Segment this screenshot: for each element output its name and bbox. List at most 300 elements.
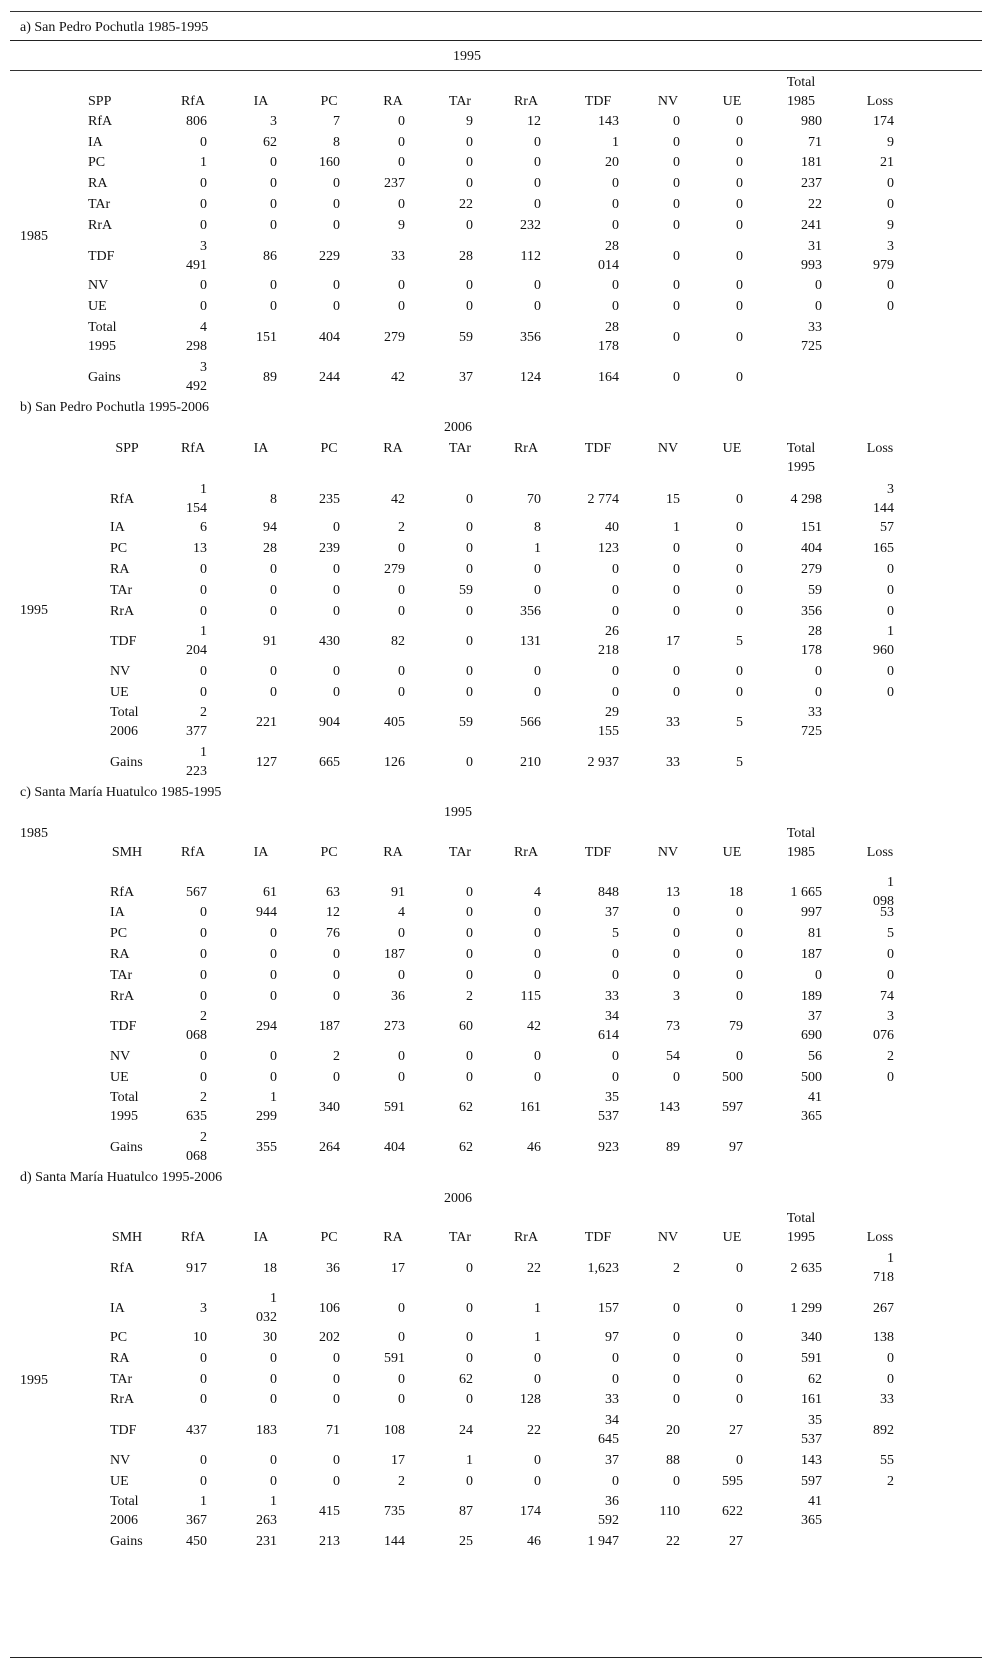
row-total-cell: 161	[801, 1392, 822, 1407]
row-loss-cell: 144	[873, 501, 894, 516]
table-cell: 0	[612, 1070, 619, 1085]
table-cell: 0	[270, 1070, 277, 1085]
table-cell: 0	[270, 583, 277, 598]
table-cell: 0	[673, 155, 680, 170]
row-total-cell: 81	[808, 926, 822, 941]
table-cell: 0	[466, 176, 473, 191]
loss-column-header: Loss	[866, 94, 894, 109]
row-total-cell: 4 298	[790, 491, 822, 507]
row-loss-cell: 74	[880, 989, 894, 1004]
table-cell: 1	[270, 1291, 277, 1306]
table-cell: 735	[384, 1503, 405, 1519]
table-cell: 0	[398, 135, 405, 150]
table-cell: 0	[466, 520, 473, 535]
row-loss-cell: 0	[887, 947, 894, 962]
table-cell: 1	[534, 1300, 541, 1316]
table-cell: 0	[333, 1351, 340, 1366]
table-cell: 356	[520, 604, 541, 619]
row-loss-cell: 1	[887, 875, 894, 890]
column-header: UE	[722, 845, 742, 860]
row-total-cell: 237	[801, 176, 822, 191]
row-label: TDF	[110, 1422, 137, 1438]
column-header: TDF	[584, 1230, 612, 1245]
table-cell: 0	[466, 135, 473, 150]
table-cell: 15	[666, 491, 680, 507]
table-cell: 112	[520, 248, 541, 264]
table-cell: 0	[736, 299, 743, 314]
row-total-cell: 0	[815, 299, 822, 314]
table-cell: 0	[466, 685, 473, 700]
region-header: SPP	[88, 94, 112, 109]
table-cell: 614	[598, 1028, 619, 1043]
row-loss-cell: 174	[873, 114, 894, 129]
row-loss-cell: 0	[887, 664, 894, 679]
table-cell: 25	[459, 1534, 473, 1549]
table-cell: 0	[270, 1453, 277, 1468]
total-column-header: Total	[786, 826, 816, 841]
table-cell: 1	[270, 1494, 277, 1509]
table-cell: 0	[333, 1453, 340, 1468]
table-cell: 0	[200, 278, 207, 293]
row-label: Total	[110, 705, 139, 720]
table-cell: 904	[319, 714, 340, 730]
table-cell: 34	[605, 1413, 619, 1428]
table-cell: 0	[673, 1070, 680, 1085]
table-cell: 37	[605, 905, 619, 920]
table-cell: 0	[200, 926, 207, 941]
table-cell: 068	[186, 1149, 207, 1164]
table-cell: 0	[673, 562, 680, 577]
table-cell: 0	[612, 1049, 619, 1064]
row-label: TAr	[110, 1372, 133, 1387]
table-cell: 33	[391, 248, 405, 264]
column-header: RrA	[513, 441, 539, 456]
table-cell: 0	[398, 278, 405, 293]
table-cell: 89	[263, 369, 277, 385]
table-cell: 12	[527, 114, 541, 129]
row-loss-cell: 0	[887, 278, 894, 293]
table-cell: 0	[534, 905, 541, 920]
table-cell: 0	[466, 299, 473, 314]
total-column-header: Total	[786, 75, 816, 90]
table-cell: 0	[398, 583, 405, 598]
row-label: RrA	[88, 218, 113, 233]
table-cell: 1	[200, 624, 207, 639]
row-loss-cell: 21	[880, 155, 894, 170]
table-cell: 068	[186, 1028, 207, 1043]
table-cell: 0	[673, 114, 680, 129]
table-cell: 0	[612, 968, 619, 983]
table-cell: 62	[263, 135, 277, 150]
table-cell: 0	[398, 968, 405, 983]
row-label: PC	[110, 926, 128, 941]
column-header: TAr	[448, 94, 472, 109]
table-cell: 0	[736, 926, 743, 941]
table-cell: 848	[598, 884, 619, 900]
table-cell: 0	[333, 664, 340, 679]
table-cell: 27	[729, 1534, 743, 1549]
table-cell: 0	[534, 562, 541, 577]
row-label: NV	[110, 1453, 131, 1468]
table-cell: 3	[200, 1300, 207, 1316]
table-cell: 0	[673, 685, 680, 700]
row-total-cell: 33	[808, 705, 822, 720]
column-header: TDF	[584, 845, 612, 860]
row-label: IA	[88, 135, 103, 150]
table-cell: 0	[270, 926, 277, 941]
table-cell: 0	[466, 491, 473, 507]
table-cell: 567	[186, 884, 207, 900]
column-header: UE	[722, 94, 742, 109]
table-cell: 0	[200, 1392, 207, 1407]
table-cell: 500	[722, 1070, 743, 1085]
table-cell: 645	[598, 1432, 619, 1447]
table-cell: 0	[398, 197, 405, 212]
row-loss-cell: 892	[873, 1422, 894, 1438]
row-label: TDF	[110, 633, 137, 649]
table-cell: 0	[398, 604, 405, 619]
table-cell: 61	[263, 884, 277, 900]
table-cell: 0	[270, 278, 277, 293]
table-cell: 2	[398, 520, 405, 535]
table-rule	[10, 40, 982, 41]
row-label: UE	[88, 299, 107, 314]
table-cell: 0	[200, 1070, 207, 1085]
year-to-header: 1995	[444, 805, 472, 820]
row-label: 1995	[88, 339, 116, 354]
table-cell: 70	[527, 491, 541, 507]
table-cell: 0	[736, 248, 743, 264]
row-total-cell: 37	[808, 1009, 822, 1024]
table-cell: 0	[466, 1070, 473, 1085]
table-cell: 273	[384, 1018, 405, 1034]
section-title: a) San Pedro Pochutla 1985-1995	[20, 20, 209, 35]
table-cell: 0	[736, 541, 743, 556]
table-cell: 27	[729, 1422, 743, 1438]
table-cell: 28	[459, 248, 473, 264]
column-header: PC	[320, 94, 338, 109]
table-cell: 1	[534, 541, 541, 556]
table-cell: 298	[186, 339, 207, 354]
row-label: IA	[110, 520, 125, 535]
table-cell: 0	[270, 1474, 277, 1489]
table-cell: 0	[270, 947, 277, 962]
table-cell: 204	[186, 643, 207, 658]
row-total-cell: 591	[801, 1351, 822, 1366]
loss-column-header: Loss	[866, 441, 894, 456]
table-cell: 0	[398, 541, 405, 556]
row-loss-cell: 2	[887, 1049, 894, 1064]
row-label: RA	[110, 562, 130, 577]
table-cell: 377	[186, 724, 207, 739]
table-cell: 161	[520, 1099, 541, 1115]
row-total-cell: 56	[808, 1049, 822, 1064]
table-cell: 537	[598, 1109, 619, 1124]
column-header: UE	[722, 1230, 742, 1245]
row-label: TAr	[88, 197, 111, 212]
table-cell: 0	[736, 155, 743, 170]
table-cell: 13	[666, 884, 680, 900]
table-cell: 0	[398, 155, 405, 170]
table-cell: 404	[384, 1139, 405, 1155]
table-cell: 33	[666, 754, 680, 770]
row-total-cell: 365	[801, 1513, 822, 1528]
row-total-cell: 0	[815, 968, 822, 983]
table-cell: 0	[333, 278, 340, 293]
row-total-cell: 2 635	[790, 1260, 822, 1276]
row-loss-cell: 960	[873, 643, 894, 658]
table-cell: 127	[256, 754, 277, 770]
section-title: b) San Pedro Pochutla 1995-2006	[20, 400, 209, 415]
table-cell: 0	[736, 1300, 743, 1316]
year-from-label: 1995	[20, 1373, 48, 1388]
table-cell: 0	[673, 1392, 680, 1407]
table-cell: 106	[319, 1300, 340, 1316]
row-loss-cell: 33	[880, 1392, 894, 1407]
table-cell: 0	[200, 1474, 207, 1489]
table-cell: 0	[270, 299, 277, 314]
table-cell: 5	[612, 926, 619, 941]
table-cell: 46	[527, 1139, 541, 1155]
table-cell: 144	[384, 1534, 405, 1549]
row-total-cell: 0	[815, 278, 822, 293]
table-cell: 28	[605, 320, 619, 335]
column-header: TDF	[584, 441, 612, 456]
table-cell: 0	[466, 604, 473, 619]
row-label: TDF	[110, 1018, 137, 1034]
table-cell: 0	[736, 176, 743, 191]
row-total-cell: 189	[801, 989, 822, 1004]
table-cell: 115	[520, 989, 541, 1004]
table-cell: 0	[736, 491, 743, 507]
table-cell: 0	[612, 562, 619, 577]
row-label: PC	[88, 155, 106, 170]
row-loss-cell: 098	[873, 894, 894, 909]
row-loss-cell: 57	[880, 520, 894, 535]
total-column-header: 1995	[787, 1230, 815, 1245]
row-total-cell: 41	[808, 1494, 822, 1509]
table-cell: 1,623	[587, 1260, 619, 1276]
table-cell: 63	[326, 884, 340, 900]
table-cell: 0	[200, 905, 207, 920]
row-label: PC	[110, 541, 128, 556]
row-total-cell: 980	[801, 114, 822, 129]
row-loss-cell: 0	[887, 583, 894, 598]
row-total-cell: 28	[808, 624, 822, 639]
table-cell: 0	[333, 604, 340, 619]
table-cell: 0	[200, 135, 207, 150]
total-column-header: Total	[786, 441, 816, 456]
table-cell: 0	[673, 664, 680, 679]
table-cell: 0	[612, 664, 619, 679]
table-cell: 279	[384, 562, 405, 577]
table-cell: 0	[673, 1300, 680, 1316]
table-cell: 0	[534, 1474, 541, 1489]
row-loss-cell: 0	[887, 685, 894, 700]
table-cell: 0	[736, 664, 743, 679]
row-total-cell: 500	[801, 1070, 822, 1085]
table-cell: 0	[673, 1474, 680, 1489]
table-cell: 223	[186, 764, 207, 779]
table-cell: 20	[666, 1422, 680, 1438]
row-total-cell: 1 299	[790, 1300, 822, 1316]
table-cell: 8	[333, 135, 340, 150]
table-cell: 0	[270, 968, 277, 983]
table-cell: 0	[466, 968, 473, 983]
column-header: RA	[383, 94, 403, 109]
table-cell: 0	[534, 583, 541, 598]
table-cell: 59	[459, 329, 473, 345]
total-column-header: Total	[786, 1211, 816, 1226]
row-label: 1995	[110, 1109, 138, 1124]
total-column-header: 1995	[787, 460, 815, 475]
row-label: TAr	[110, 968, 133, 983]
row-total-cell: 181	[801, 155, 822, 170]
table-cell: 0	[612, 299, 619, 314]
row-label: TAr	[110, 583, 133, 598]
table-cell: 29	[605, 705, 619, 720]
row-total-cell: 725	[801, 339, 822, 354]
table-cell: 944	[256, 905, 277, 920]
table-cell: 0	[466, 905, 473, 920]
table-cell: 9	[466, 114, 473, 129]
column-header: TAr	[448, 1230, 472, 1245]
table-cell: 0	[270, 604, 277, 619]
table-cell: 264	[319, 1139, 340, 1155]
table-cell: 0	[736, 1351, 743, 1366]
row-loss-cell: 1	[887, 1251, 894, 1266]
table-cell: 0	[200, 1351, 207, 1366]
row-loss-cell: 9	[887, 218, 894, 233]
table-cell: 0	[612, 685, 619, 700]
table-cell: 88	[666, 1453, 680, 1468]
row-total-cell: 0	[815, 685, 822, 700]
row-label: RrA	[110, 604, 135, 619]
table-cell: 0	[466, 1330, 473, 1345]
table-cell: 0	[673, 541, 680, 556]
row-loss-cell: 0	[887, 968, 894, 983]
table-cell: 30	[263, 1330, 277, 1345]
row-loss-cell: 0	[887, 604, 894, 619]
row-label: NV	[88, 278, 109, 293]
row-label: Total	[110, 1494, 139, 1509]
row-loss-cell: 0	[887, 1372, 894, 1387]
table-cell: 0	[466, 754, 473, 770]
column-header: RrA	[513, 1230, 539, 1245]
column-header: PC	[320, 441, 338, 456]
table-cell: 1	[200, 745, 207, 760]
row-label: Total	[110, 1090, 139, 1105]
table-cell: 0	[200, 664, 207, 679]
table-cell: 143	[659, 1099, 680, 1115]
row-label: PC	[110, 1330, 128, 1345]
table-cell: 0	[398, 664, 405, 679]
row-label: RfA	[88, 114, 113, 129]
table-cell: 202	[319, 1330, 340, 1345]
row-total-cell: 279	[801, 562, 822, 577]
table-cell: 40	[605, 520, 619, 535]
table-cell: 37	[459, 369, 473, 385]
row-label: RfA	[110, 884, 135, 900]
table-cell: 0	[612, 1351, 619, 1366]
table-cell: 0	[270, 1049, 277, 1064]
table-cell: 1	[673, 520, 680, 535]
column-header: NV	[657, 94, 679, 109]
table-cell: 0	[736, 685, 743, 700]
column-header: PC	[320, 1230, 338, 1245]
row-total-cell: 41	[808, 1090, 822, 1105]
row-total-cell: 143	[801, 1453, 822, 1468]
row-loss-cell: 0	[887, 1351, 894, 1366]
table-cell: 492	[186, 379, 207, 394]
table-cell: 2	[200, 1009, 207, 1024]
table-cell: 17	[391, 1260, 405, 1276]
year-from-label: 1995	[20, 603, 48, 618]
table-cell: 0	[673, 299, 680, 314]
table-cell: 0	[270, 197, 277, 212]
table-cell: 0	[466, 541, 473, 556]
table-cell: 430	[319, 633, 340, 649]
table-cell: 340	[319, 1099, 340, 1115]
table-cell: 591	[384, 1351, 405, 1366]
table-cell: 405	[384, 714, 405, 730]
table-cell: 187	[384, 947, 405, 962]
row-label: Gains	[110, 754, 143, 770]
row-total-cell: 35	[808, 1413, 822, 1428]
table-cell: 0	[200, 685, 207, 700]
table-cell: 0	[736, 1372, 743, 1387]
row-loss-cell: 53	[880, 905, 894, 920]
table-cell: 0	[612, 947, 619, 962]
row-label: RrA	[110, 989, 135, 1004]
row-total-cell: 187	[801, 947, 822, 962]
row-loss-cell: 267	[873, 1300, 894, 1316]
row-loss-cell: 138	[873, 1330, 894, 1345]
table-cell: 0	[200, 176, 207, 191]
table-cell: 1	[200, 155, 207, 170]
row-label: Total	[88, 320, 117, 335]
table-cell: 2	[333, 1049, 340, 1064]
table-cell: 917	[186, 1260, 207, 1276]
table-cell: 437	[186, 1422, 207, 1438]
table-cell: 187	[319, 1018, 340, 1034]
row-label: Gains	[110, 1139, 143, 1155]
table-cell: 60	[459, 1018, 473, 1034]
table-cell: 0	[673, 329, 680, 345]
table-cell: 0	[736, 369, 743, 385]
table-cell: 4	[398, 905, 405, 920]
row-total-cell: 241	[801, 218, 822, 233]
table-cell: 0	[534, 1070, 541, 1085]
table-cell: 0	[612, 604, 619, 619]
table-cell: 0	[612, 1372, 619, 1387]
table-cell: 665	[319, 754, 340, 770]
table-cell: 0	[398, 926, 405, 941]
column-header: RfA	[180, 1230, 206, 1245]
table-cell: 0	[270, 155, 277, 170]
row-loss-cell: 1	[887, 624, 894, 639]
region-header: SPP	[115, 441, 139, 456]
table-cell: 0	[534, 197, 541, 212]
table-cell: 4	[200, 320, 207, 335]
table-cell: 42	[391, 369, 405, 385]
table-cell: 0	[270, 664, 277, 679]
table-cell: 0	[200, 947, 207, 962]
column-header: NV	[657, 845, 679, 860]
table-cell: 0	[673, 176, 680, 191]
table-cell: 0	[736, 1049, 743, 1064]
table-cell: 0	[534, 664, 541, 679]
